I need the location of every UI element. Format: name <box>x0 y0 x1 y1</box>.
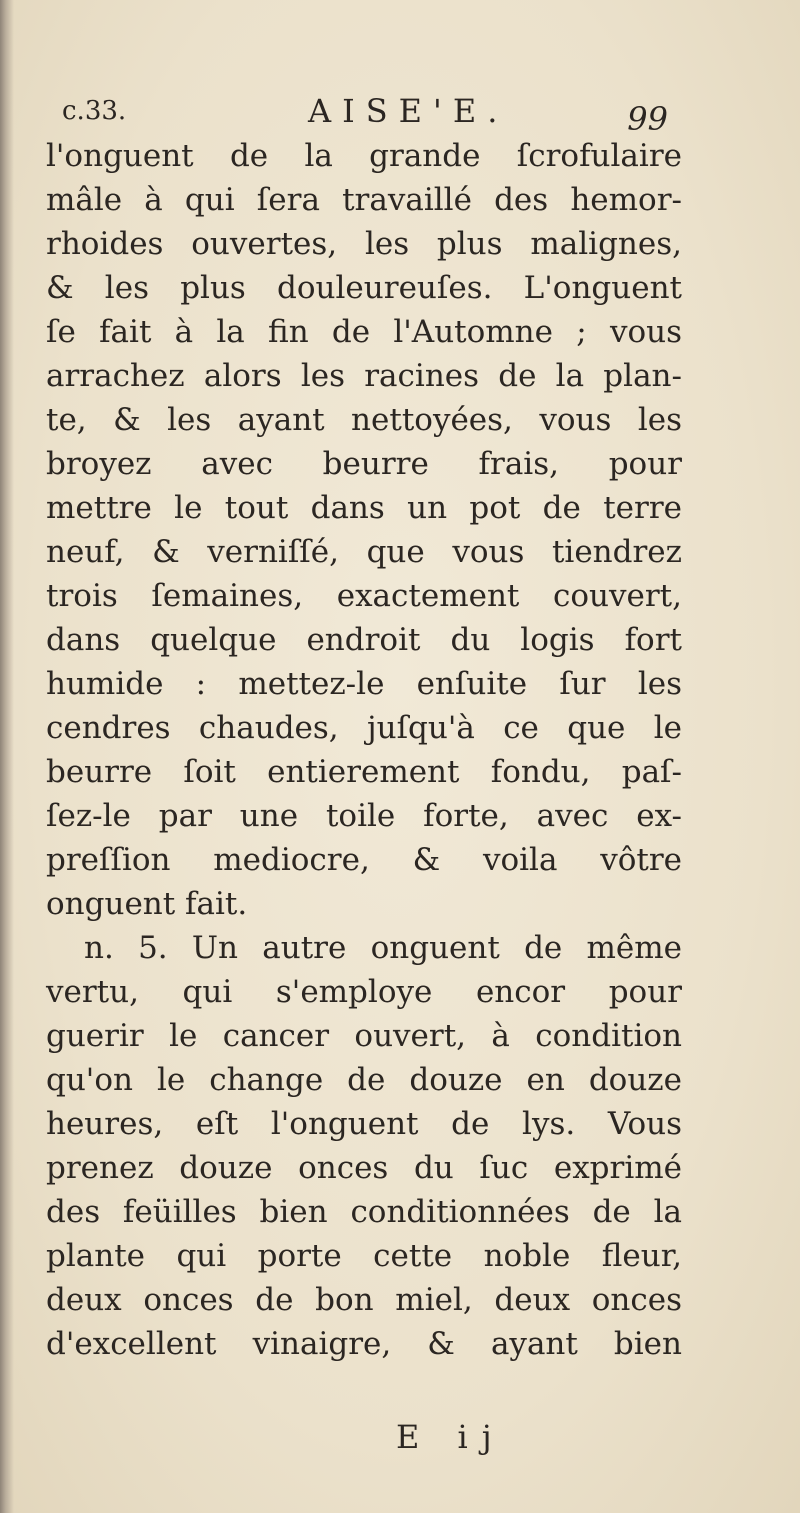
text-line: mettre le tout dans un pot de terre <box>46 490 682 526</box>
text-line: qu'on le change de douze en douze <box>46 1062 682 1098</box>
text-line: ſez-le par une toile forte, avec ex- <box>46 798 682 834</box>
section-reference: c.33. <box>62 96 127 126</box>
page-number: 99 <box>627 100 668 138</box>
text-line: preſſion mediocre, & voila vôtre <box>46 842 682 878</box>
text-line: dans quelque endroit du logis fort <box>46 622 682 658</box>
text-line: arrachez alors les racines de la plan- <box>46 358 682 394</box>
text-line: & les plus douleureuſes. L'onguent <box>46 270 682 306</box>
text-line: prenez douze onces du ſuc exprimé <box>46 1150 682 1186</box>
body-text <box>46 134 682 1366</box>
signature-mark: E ij <box>396 1418 506 1456</box>
text-line: guerir le cancer ouvert, à condition <box>46 1018 682 1054</box>
text-line: cendres chaudes, juſqu'à ce que le <box>46 710 682 746</box>
text-line: beurre ſoit entierement fondu, paſ- <box>46 754 682 790</box>
text-line: te, & les ayant nettoyées, vous les <box>46 402 682 438</box>
page-gutter <box>0 0 14 1513</box>
text-line: trois ſemaines, exactement couvert, <box>46 578 682 614</box>
text-line: n. 5. Un autre onguent de même <box>84 930 682 966</box>
text-line: heures, eſt l'onguent de lys. Vous <box>46 1106 682 1142</box>
text-line: d'excellent vinaigre, & ayant bien <box>46 1326 682 1362</box>
text-line: deux onces de bon miel, deux onces <box>46 1282 682 1318</box>
text-line: humide : mettez-le enſuite ſur les <box>46 666 682 702</box>
text-line: neuf, & verniſſé, que vous tiendrez <box>46 534 682 570</box>
text-line: rhoides ouvertes, les plus malignes, <box>46 226 682 262</box>
text-line: ſe fait à la fin de l'Automne ; vous <box>46 314 682 350</box>
text-line: onguent fait. <box>46 886 248 922</box>
text-line: broyez avec beurre frais, pour <box>46 446 682 482</box>
running-title: AISE'E. <box>308 92 509 130</box>
running-header <box>62 92 668 136</box>
text-line: plante qui porte cette noble fleur, <box>46 1238 682 1274</box>
text-line: mâle à qui ſera travaillé des hemor- <box>46 182 682 218</box>
text-line: vertu, qui s'employe encor pour <box>46 974 682 1010</box>
text-line: l'onguent de la grande ſcrofulaire <box>46 138 682 174</box>
text-line: des feüilles bien conditionnées de la <box>46 1194 682 1230</box>
